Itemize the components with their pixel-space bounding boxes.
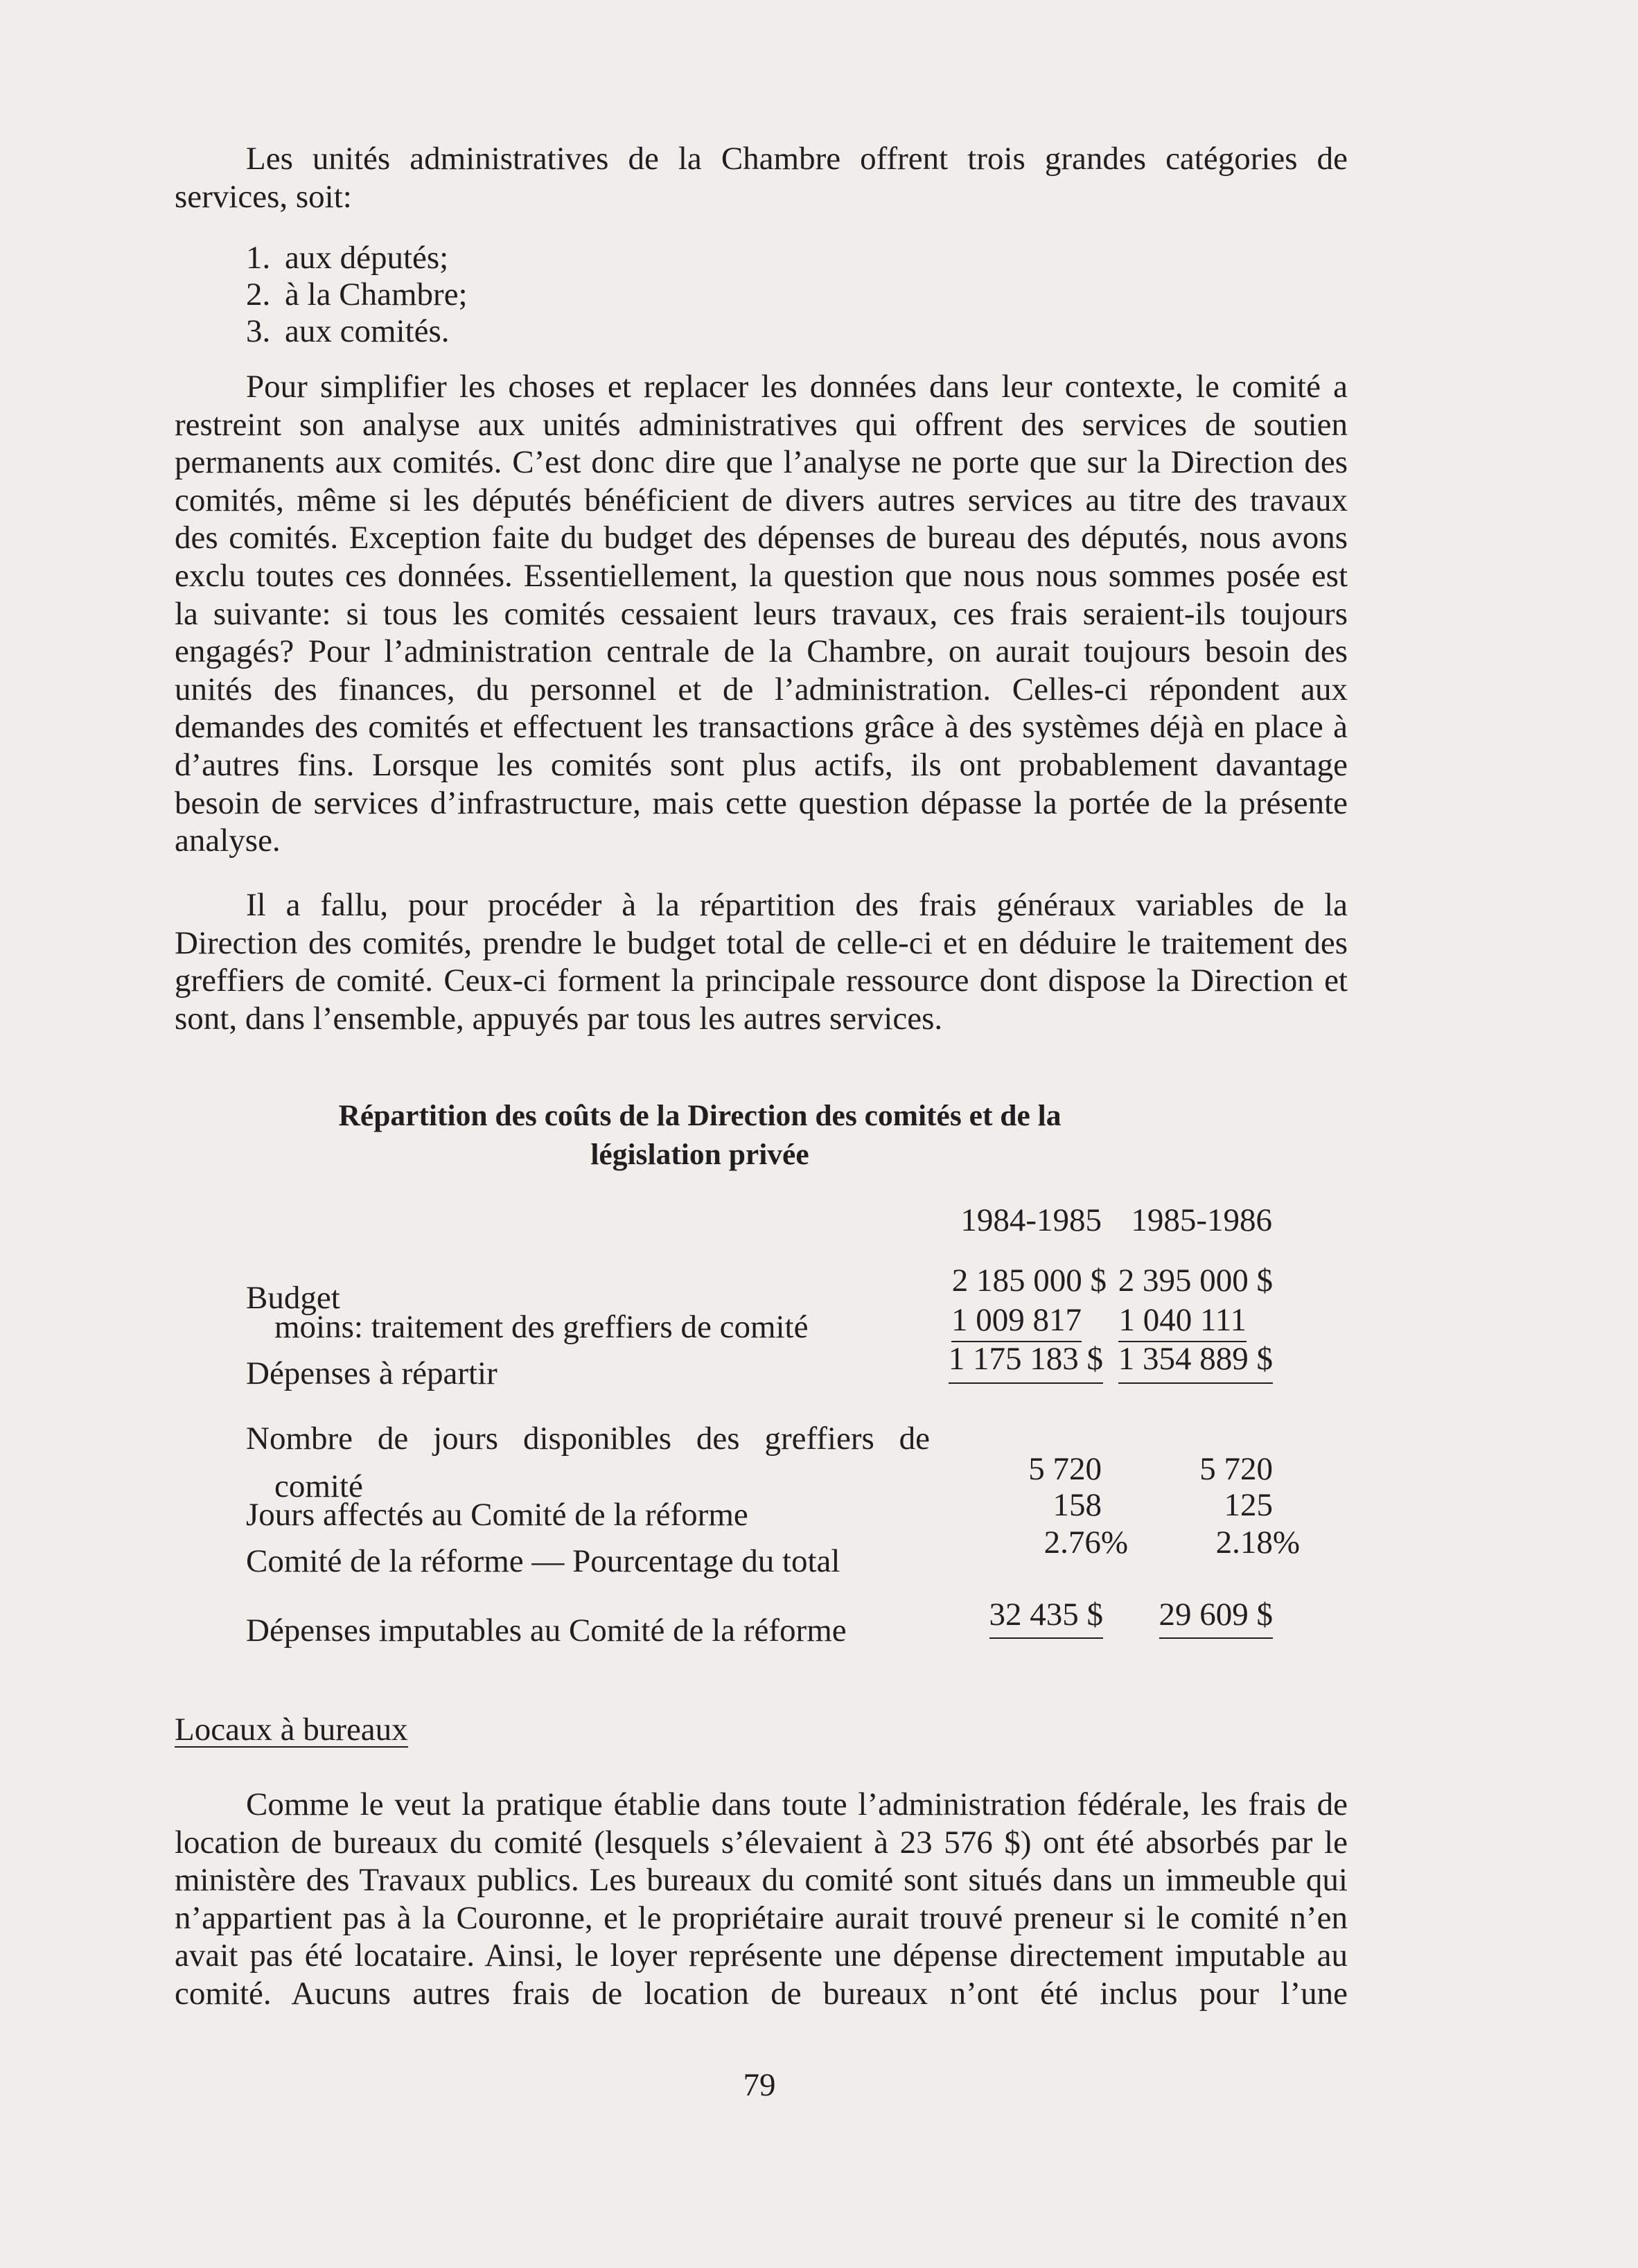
row-value: 1 009 817 bbox=[951, 1301, 1082, 1342]
paragraph-line: besoin de services d’infrastructure, mais cette question dépasse la portée de la présente bbox=[175, 784, 1348, 821]
paragraph-line: comités, même si les députés bénéficient de divers autres services au titre des travaux bbox=[175, 482, 1348, 518]
list-item bbox=[246, 313, 731, 350]
row-label: moins: traitement des greffiers de comité bbox=[274, 1309, 809, 1345]
list-item-text: à la Chambre; bbox=[285, 276, 468, 313]
table-title-line: Répartition des coûts de la Direction des comités et de la bbox=[338, 1099, 1062, 1132]
row-value: 2 395 000 $ bbox=[1118, 1263, 1273, 1299]
table-title-line: législation privée bbox=[590, 1138, 809, 1172]
section-heading: Locaux à bureaux bbox=[175, 1712, 408, 1748]
paragraph-line: avait pas été locataire. Ainsi, le loyer représente une dépense directement imputable au bbox=[175, 1937, 1348, 1974]
paragraph-line: permanents aux comités. C’est donc dire que l’analyse ne porte que sur la Direction des bbox=[175, 444, 1348, 481]
row-value: 2 185 000 $ bbox=[951, 1263, 1107, 1299]
paragraph-line: Direction des comités, prendre le budget total de celle-ci et en déduire le traitement des bbox=[175, 924, 1348, 961]
paragraph-line: engagés? Pour l’administration centrale de la Chambre, on aurait toujours besoin des bbox=[175, 633, 1348, 670]
paragraph-line: location de bureaux du comité (lesquels s’élevaient à 23 576 $) ont été absorbés par le bbox=[175, 1824, 1348, 1861]
row-value: 1 040 111 bbox=[1118, 1301, 1247, 1342]
paragraph-line: analyse. bbox=[175, 823, 281, 859]
list-item-text: aux comités. bbox=[285, 313, 450, 350]
paragraph-line: Pour simplifier les choses et replacer les données dans leur contexte, le comité a bbox=[246, 369, 1348, 405]
list-item bbox=[246, 276, 731, 313]
paragraph-line: Les unités administratives de la Chambre offrent trois grandes catégories de bbox=[246, 141, 1348, 177]
list-item-number: 3. bbox=[246, 313, 271, 350]
list-item bbox=[246, 240, 731, 276]
paragraph-line: d’autres fins. Lorsque les comités sont plus actifs, ils ont probablement davantage bbox=[175, 746, 1348, 783]
row-label: Jours affectés au Comité de la réforme bbox=[246, 1497, 748, 1533]
row-value: 5 720 bbox=[1028, 1451, 1102, 1487]
row-value: 1 175 183 $ bbox=[949, 1340, 1103, 1384]
paragraph-line: sont, dans l’ensemble, appuyés par tous les autres services. bbox=[175, 1000, 943, 1037]
table-title bbox=[284, 1096, 1116, 1175]
paragraph-3 bbox=[175, 886, 1348, 1037]
row-label: Comité de la réforme — Pourcentage du total bbox=[246, 1543, 840, 1579]
row-value: 29 609 $ bbox=[1159, 1596, 1274, 1639]
row-value: 2.18% bbox=[1215, 1524, 1300, 1561]
paragraph-4 bbox=[175, 1786, 1348, 2013]
row-value: 1 354 889 $ bbox=[1118, 1340, 1273, 1384]
paragraph-line: demandes des comités et effectuent les transactions grâce à des systèmes déjà en place à bbox=[175, 709, 1348, 746]
row-label: comité bbox=[274, 1468, 363, 1504]
paragraph-line: restreint son analyse aux unités administratives qui offrent des services de soutien bbox=[175, 406, 1348, 443]
row-label: Dépenses imputables au Comité de la réforme bbox=[246, 1612, 847, 1649]
row-label: Nombre de jours disponibles des greffiers de bbox=[246, 1421, 930, 1457]
paragraph-line: Comme le veut la pratique établie dans toute l’administration fédérale, les frais de bbox=[246, 1786, 1348, 1822]
row-label: Dépenses à répartir bbox=[246, 1355, 497, 1391]
paragraph-line: exclu toutes ces données. Essentiellement, la question que nous nous sommes posée est bbox=[175, 557, 1348, 594]
paragraph-line: la suivante: si tous les comités cessaient leurs travaux, ces frais seraient-ils toujours bbox=[175, 595, 1348, 632]
paragraph-line: n’appartient pas à la Couronne, et le propriétaire aurait trouvé preneur si le comité n’en bbox=[175, 1899, 1348, 1936]
list-item-number: 2. bbox=[246, 276, 271, 313]
paragraph-line: ministère des Travaux publics. Les bureaux du comité sont situés dans un immeuble qui bbox=[175, 1862, 1348, 1899]
row-value: 5 720 bbox=[1199, 1451, 1273, 1487]
paragraph-line: comité. Aucuns autres frais de location de bureaux n’ont été inclus pour l’une bbox=[175, 1975, 1348, 2012]
paragraph-line: Il a fallu, pour procéder à la répartition des frais généraux variables de la bbox=[246, 887, 1348, 923]
row-value: 32 435 $ bbox=[989, 1596, 1104, 1639]
row-label: Budget bbox=[246, 1280, 340, 1316]
page-number: 79 bbox=[743, 2067, 776, 2103]
paragraph-2 bbox=[175, 368, 1348, 860]
paragraph-line: des comités. Exception faite du budget des dépenses de bureau des députés, nous avons bbox=[175, 520, 1348, 556]
column-header: 1984-1985 bbox=[960, 1202, 1102, 1238]
list-item-number: 1. bbox=[246, 240, 271, 276]
paragraph-1 bbox=[175, 140, 1348, 216]
column-header: 1985-1986 bbox=[1131, 1202, 1272, 1238]
services-list bbox=[246, 240, 731, 351]
paragraph-line: greffiers de comité. Ceux-ci forment la principale ressource dont dispose la Direction et bbox=[175, 962, 1348, 999]
row-value: 158 bbox=[1053, 1487, 1102, 1523]
paragraph-line: services, soit: bbox=[175, 178, 352, 215]
row-value: 125 bbox=[1224, 1487, 1273, 1523]
row-value: 2.76% bbox=[1043, 1524, 1128, 1561]
paragraph-line: unités des finances, du personnel et de l’administration. Celles-ci répondent aux bbox=[175, 671, 1348, 707]
list-item-text: aux députés; bbox=[285, 240, 449, 276]
